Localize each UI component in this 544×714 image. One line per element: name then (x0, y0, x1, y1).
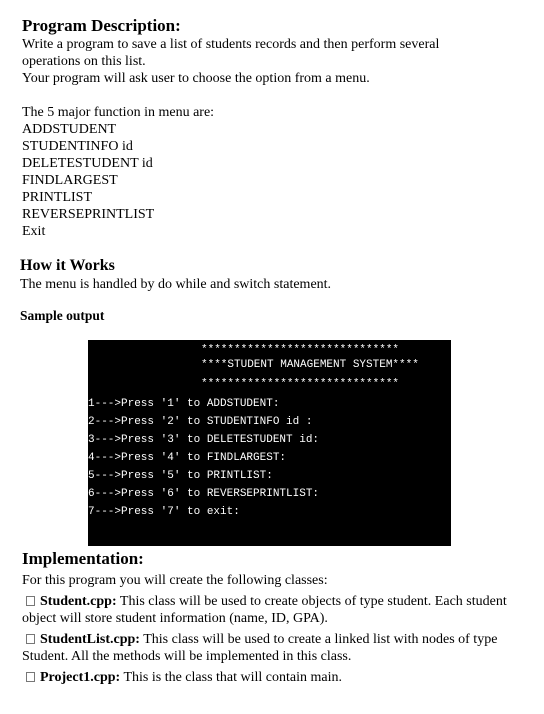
function-item: Exit (22, 224, 46, 239)
class-name: StudentList.cpp: (40, 632, 140, 647)
functions-intro: The 5 major function in menu are: (22, 105, 215, 120)
console-menu-line: 7--->Press '7' to exit: (88, 506, 240, 518)
class-desc-cont: object will store student information (name, ID, GPA). (22, 611, 328, 626)
how-it-works-heading: How it Works (20, 257, 115, 274)
console-stars-bottom: ****************************** (201, 378, 400, 390)
program-description-section (22, 16, 439, 240)
function-item: ADDSTUDENT (22, 122, 117, 137)
sample-output-label: Sample output (20, 308, 105, 323)
console-menu-line: 2--->Press '2' to STUDENTINFO id : (88, 416, 313, 428)
description-line: operations on this list. (22, 54, 146, 69)
console-menu-line: 4--->Press '4' to FINDLARGEST: (88, 452, 287, 464)
class-desc: This class will be used to create a linked list with nodes of type (139, 632, 498, 647)
checkbox-icon (26, 672, 35, 682)
functions-list (22, 104, 439, 240)
console-output (88, 340, 451, 546)
console-menu-line: 3--->Press '3' to DELETESTUDENT id: (88, 434, 320, 446)
class-desc: This class will be used to create objects of type student. Each student (116, 594, 507, 609)
function-item: PRINTLIST (22, 190, 92, 205)
class-item-student (22, 593, 532, 627)
class-name: Project1.cpp: (40, 670, 121, 685)
program-description-heading: Program Description: (22, 16, 181, 35)
function-item: STUDENTINFO id (22, 139, 133, 154)
console-stars-top: ****************************** (201, 344, 400, 356)
function-item: DELETESTUDENT id (22, 156, 153, 171)
description-line: Your program will ask user to choose the option from a menu. (22, 71, 370, 86)
how-it-works-section (20, 256, 331, 293)
implementation-intro: For this program you will create the following classes: (22, 573, 328, 588)
class-desc: This is the class that will contain main. (120, 670, 342, 685)
checkbox-icon (26, 596, 35, 606)
checkbox-icon (26, 634, 35, 644)
how-it-works-text: The menu is handled by do while and switch statement. (20, 277, 332, 292)
description-line: Write a program to save a list of students records and then perform several (22, 37, 440, 52)
class-desc-cont: Student. All the methods will be implemented in this class. (22, 649, 352, 664)
function-item: REVERSEPRINTLIST (22, 207, 155, 222)
function-item: FINDLARGEST (22, 173, 118, 188)
console-menu-line: 1--->Press '1' to ADDSTUDENT: (88, 398, 280, 410)
class-item-studentlist (22, 631, 532, 665)
class-name: Student.cpp: (40, 594, 117, 609)
console-menu-line: 5--->Press '5' to PRINTLIST: (88, 470, 273, 482)
console-menu-line: 6--->Press '6' to REVERSEPRINTLIST: (88, 488, 320, 500)
class-item-project1 (22, 669, 532, 686)
implementation-heading: Implementation: (22, 549, 144, 568)
description-paragraph (22, 36, 439, 87)
console-title: ****STUDENT MANAGEMENT SYSTEM**** (201, 359, 419, 371)
implementation-section (22, 549, 532, 690)
